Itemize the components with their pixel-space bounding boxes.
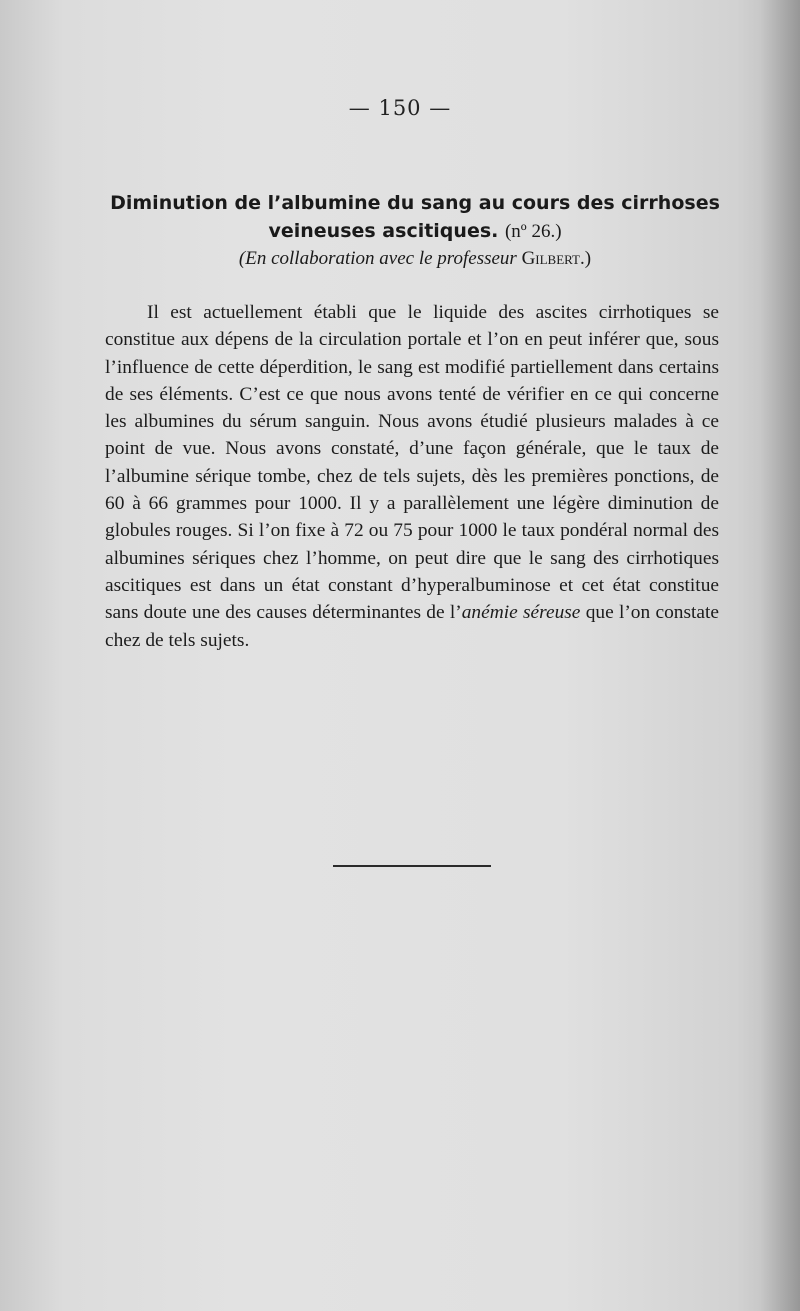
body-text-main: Il est actuellement établi que le liquide des ascites cirrhotiques se constitue aux dépens de la circulation portale et l’on en peut inférer que, sous l’influence de cette déperdition, le sang est modifié partiellement dans certains de ses éléments. C’est ce que nous avons tenté de vérifier en ce qui concerne les albumines du sérum sanguin. Nous avons étudié plusieurs malades à ce point de vue. Nous avons constaté, d’une façon générale, que le taux de l’albumine sérique tombe, chez de tels sujets, dès les premières ponctions, de 60 à 66 grammes pour 1000. Il y a parallèlement une légère diminution de globules rouges. Si l’on fixe à 72 ou 75 pour 1000 le taux pondéral normal des albumines sériques chez l’homme, on peut dire que le sang des cirrhotiques ascitiques est dans un état constant d’hyperalbuminose et cet état constitue sans doute une des causes déterminantes de l’: [105, 302, 719, 624]
collaboration-prefix: (En collaboration avec le professeur: [238, 248, 517, 269]
article-title-text: Diminution de l’albumine du sang au cours des cirrhoses veineuses ascitiques.: [110, 192, 720, 242]
page-number: — 150 —: [348, 96, 452, 120]
body-paragraph: [105, 299, 719, 654]
article-title: [110, 189, 720, 246]
body-text-end: que l’on constate chez de tels sujets.: [105, 602, 719, 651]
page-edge-shadow: [760, 0, 800, 1311]
collaboration-note: [110, 248, 720, 270]
collaborator-name: Gilbert: [521, 248, 580, 269]
article-reference: (nº 26.): [504, 221, 562, 242]
collaboration-suffix: .): [580, 248, 592, 269]
body-text-italic: anémie séreuse: [461, 602, 581, 624]
section-divider: [333, 865, 491, 867]
